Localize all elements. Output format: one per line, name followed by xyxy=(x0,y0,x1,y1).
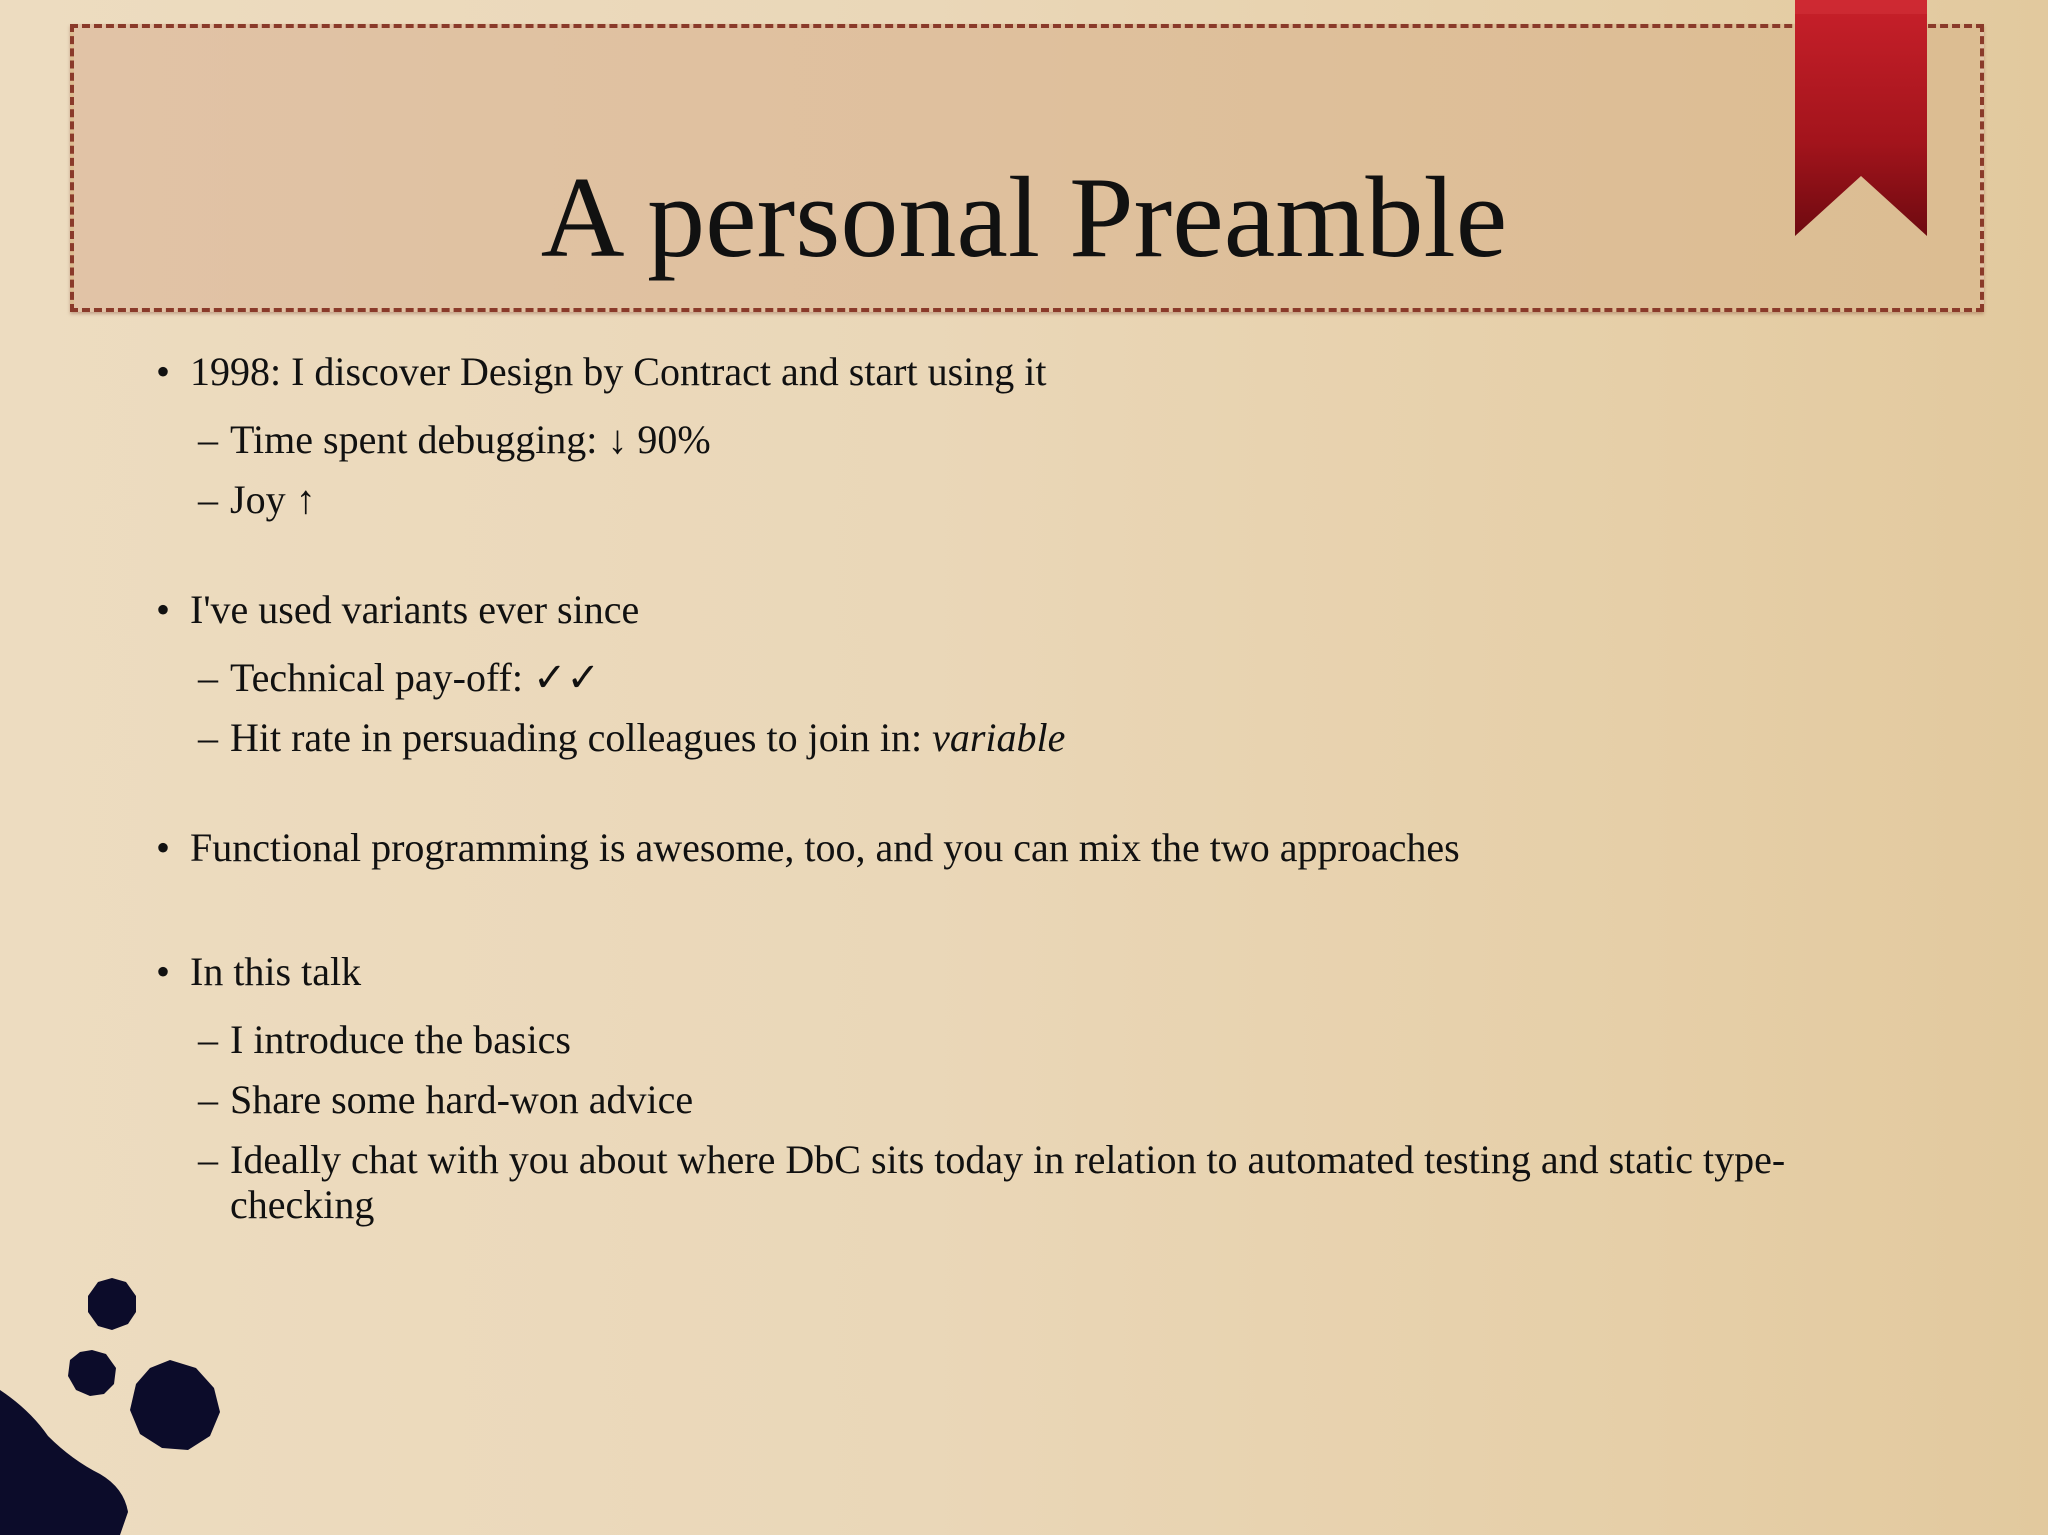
bookmark-ribbon-icon xyxy=(1795,0,1927,236)
bullet-item: • In this talk xyxy=(156,942,1916,1002)
slide-body xyxy=(156,342,1916,1227)
sub-bullet-text: Hit rate in persuading colleagues to join in: xyxy=(230,715,933,760)
bullet-item: • 1998: I discover Design by Contract and start using it xyxy=(156,342,1916,402)
emphasis-text: variable xyxy=(932,715,1066,760)
sub-bullet-item: – I introduce the basics xyxy=(156,1017,1916,1062)
slide-title: A personal Preamble xyxy=(540,154,1508,282)
sub-bullet-item: – Joy ↑ xyxy=(156,477,1916,522)
bullet-item: • Functional programming is awesome, too, and you can mix the two approaches xyxy=(156,818,1916,878)
bullet-item: • I've used variants ever since xyxy=(156,580,1916,640)
sub-bullet-item: – Ideally chat with you about where DbC sits today in relation to automated testing and static type-checking xyxy=(156,1137,1916,1227)
title-banner xyxy=(70,24,1984,312)
sub-bullet-item xyxy=(156,715,1916,760)
sub-bullet-item: – Time spent debugging: ↓ 90% xyxy=(156,417,1916,462)
sub-bullet-item: – Technical pay-off: ✓✓ xyxy=(156,655,1916,700)
sub-bullet-item: – Share some hard-won advice xyxy=(156,1077,1916,1122)
ink-splatter-icon xyxy=(0,1260,240,1535)
